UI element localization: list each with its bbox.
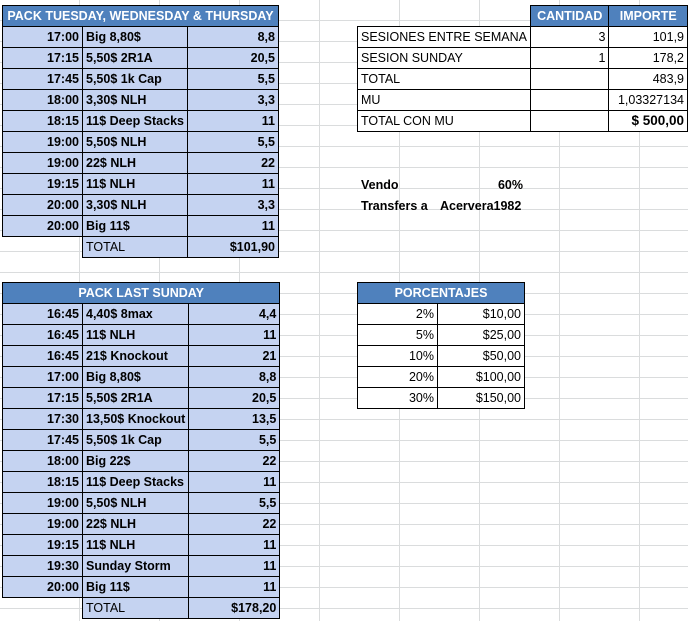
time-cell[interactable]: 17:15 [3, 48, 83, 69]
summary-header-cantidad[interactable]: CANTIDAD [531, 6, 609, 27]
buyin-cell[interactable]: 11 [188, 111, 279, 132]
buyin-cell[interactable]: 11 [189, 556, 280, 577]
summary-amount[interactable]: 101,9 [609, 27, 688, 48]
total-value[interactable]: $178,20 [189, 598, 280, 619]
table-row [3, 472, 280, 493]
time-cell[interactable]: 20:00 [3, 195, 83, 216]
tournament-cell[interactable]: 22$ NLH [83, 153, 188, 174]
percentage-row [358, 304, 525, 325]
vendo-value[interactable]: 60% [497, 178, 523, 192]
tournament-cell[interactable]: 13,50$ Knockout [83, 409, 189, 430]
tournament-cell[interactable]: Big 8,80$ [83, 367, 189, 388]
percentage-cell[interactable]: 10% [358, 346, 438, 367]
total-value[interactable]: $101,90 [188, 237, 279, 258]
transfers-label[interactable]: Transfers a [361, 199, 428, 213]
time-cell[interactable]: 18:15 [3, 111, 83, 132]
time-cell[interactable]: 17:45 [3, 430, 83, 451]
pack-weekday-title[interactable]: PACK TUESDAY, WEDNESDAY & THURSDAY [3, 6, 279, 27]
percentage-amount[interactable]: $10,00 [438, 304, 525, 325]
tournament-cell[interactable]: 5,50$ 2R1A [83, 388, 189, 409]
tournament-cell[interactable]: Big 11$ [83, 577, 189, 598]
summary-qty[interactable] [531, 111, 609, 132]
percentage-row [358, 367, 525, 388]
percentage-amount[interactable]: $100,00 [438, 367, 525, 388]
time-cell[interactable]: 17:00 [3, 367, 83, 388]
tournament-cell[interactable]: 11$ NLH [83, 325, 189, 346]
buyin-cell[interactable]: 5,5 [188, 69, 279, 90]
time-cell[interactable]: 19:30 [3, 556, 83, 577]
buyin-cell[interactable]: 22 [188, 153, 279, 174]
summary-label[interactable]: MU [358, 90, 531, 111]
buyin-cell[interactable]: 22 [189, 514, 280, 535]
summary-row [358, 111, 688, 132]
table-row [3, 367, 280, 388]
total-row [3, 237, 279, 258]
table-row [3, 325, 280, 346]
transfers-value[interactable]: Acervera1982 [440, 199, 522, 213]
tournament-cell[interactable]: 5,50$ 1k Cap [83, 430, 189, 451]
buyin-cell[interactable]: 22 [189, 451, 280, 472]
time-cell[interactable]: 18:00 [3, 90, 83, 111]
summary-row [358, 90, 688, 111]
tournament-cell[interactable]: 11$ NLH [83, 174, 188, 195]
summary-amount[interactable]: 178,2 [609, 48, 688, 69]
time-cell[interactable]: 18:15 [3, 472, 83, 493]
summary-row [358, 69, 688, 90]
buyin-cell[interactable]: 11 [189, 325, 280, 346]
table-row [3, 216, 279, 237]
percentage-amount[interactable]: $25,00 [438, 325, 525, 346]
summary-qty[interactable]: 1 [531, 48, 609, 69]
tournament-cell[interactable]: 5,50$ 2R1A [83, 48, 188, 69]
tournament-cell[interactable]: 5,50$ NLH [83, 493, 189, 514]
buyin-cell[interactable]: 4,4 [189, 304, 280, 325]
percentage-cell[interactable]: 20% [358, 367, 438, 388]
summary-amount[interactable]: 483,9 [609, 69, 688, 90]
total-blank [3, 598, 83, 619]
tournament-cell[interactable]: 4,40$ 8max [83, 304, 189, 325]
percentage-cell[interactable]: 5% [358, 325, 438, 346]
pack-sunday-block [2, 282, 280, 619]
tournament-cell[interactable]: Big 22$ [83, 451, 189, 472]
table-row [3, 346, 280, 367]
table-row [3, 451, 280, 472]
summary-row [358, 48, 688, 69]
table-row [3, 577, 280, 598]
buyin-cell[interactable]: 20,5 [188, 48, 279, 69]
buyin-cell[interactable]: 21 [189, 346, 280, 367]
tournament-cell[interactable]: 3,30$ NLH [83, 195, 188, 216]
percentage-cell[interactable]: 30% [358, 388, 438, 409]
buyin-cell[interactable]: 11 [188, 216, 279, 237]
percentages-block [357, 282, 525, 409]
time-cell[interactable]: 16:45 [3, 346, 83, 367]
summary-header-importe[interactable]: IMPORTE [609, 6, 688, 27]
time-cell[interactable]: 20:00 [3, 577, 83, 598]
summary-label[interactable]: SESIONES ENTRE SEMANA [358, 27, 531, 48]
total-blank [3, 237, 83, 258]
time-cell[interactable]: 17:00 [3, 27, 83, 48]
summary-row [358, 27, 688, 48]
summary-qty[interactable] [531, 90, 609, 111]
percentages-table [357, 282, 525, 409]
time-cell[interactable]: 17:45 [3, 69, 83, 90]
buyin-cell[interactable]: 3,3 [188, 90, 279, 111]
table-row [3, 493, 280, 514]
time-cell[interactable]: 19:15 [3, 535, 83, 556]
percentage-amount[interactable]: $150,00 [438, 388, 525, 409]
summary-table [357, 5, 688, 132]
percentage-amount[interactable]: $50,00 [438, 346, 525, 367]
tournament-cell[interactable]: 11$ Deep Stacks [83, 472, 189, 493]
time-cell[interactable]: 19:00 [3, 493, 83, 514]
buyin-cell[interactable]: 5,5 [189, 493, 280, 514]
table-row [3, 430, 280, 451]
summary-qty[interactable] [531, 69, 609, 90]
buyin-cell[interactable]: 11 [188, 174, 279, 195]
time-cell[interactable]: 20:00 [3, 216, 83, 237]
summary-block [357, 5, 688, 132]
summary-qty[interactable]: 3 [531, 27, 609, 48]
time-cell[interactable]: 19:00 [3, 132, 83, 153]
table-row [3, 409, 280, 430]
buyin-cell[interactable]: 20,5 [189, 388, 280, 409]
time-cell[interactable]: 19:00 [3, 153, 83, 174]
table-row [3, 27, 279, 48]
tournament-cell[interactable]: 5,50$ NLH [83, 132, 188, 153]
pack-sunday-table [2, 282, 280, 619]
tournament-cell[interactable]: 11$ NLH [83, 535, 189, 556]
tournament-cell[interactable]: Sunday Storm [83, 556, 189, 577]
time-cell[interactable]: 16:45 [3, 304, 83, 325]
time-cell[interactable]: 19:15 [3, 174, 83, 195]
table-row [3, 69, 279, 90]
tournament-cell[interactable]: Big 11$ [83, 216, 188, 237]
summary-label[interactable]: TOTAL [358, 69, 531, 90]
time-cell[interactable]: 18:00 [3, 451, 83, 472]
table-row [3, 304, 280, 325]
total-label[interactable]: TOTAL [83, 237, 188, 258]
percentage-row [358, 346, 525, 367]
tournament-cell[interactable]: 11$ Deep Stacks [83, 111, 188, 132]
buyin-cell[interactable]: 13,5 [189, 409, 280, 430]
tournament-cell[interactable]: 3,30$ NLH [83, 90, 188, 111]
table-row [3, 90, 279, 111]
table-row [3, 556, 280, 577]
buyin-cell[interactable]: 5,5 [188, 132, 279, 153]
buyin-cell[interactable]: 8,8 [189, 367, 280, 388]
pack-sunday-title[interactable]: PACK LAST SUNDAY [3, 283, 280, 304]
summary-label[interactable]: TOTAL CON MU [358, 111, 531, 132]
buyin-cell[interactable]: 11 [189, 535, 280, 556]
tournament-cell[interactable]: Big 8,80$ [83, 27, 188, 48]
table-row [3, 514, 280, 535]
tournament-cell[interactable]: 5,50$ 1k Cap [83, 69, 188, 90]
buyin-cell[interactable]: 5,5 [189, 430, 280, 451]
total-row [3, 598, 280, 619]
table-row [3, 535, 280, 556]
pack-weekday-table [2, 5, 279, 258]
percentage-row [358, 325, 525, 346]
table-row [3, 195, 279, 216]
buyin-cell[interactable]: 8,8 [188, 27, 279, 48]
table-row [3, 153, 279, 174]
table-row [3, 111, 279, 132]
table-row [3, 48, 279, 69]
time-cell[interactable]: 16:45 [3, 325, 83, 346]
percentage-cell[interactable]: 2% [358, 304, 438, 325]
percentage-row [358, 388, 525, 409]
time-cell[interactable]: 17:15 [3, 388, 83, 409]
tournament-cell[interactable]: 21$ Knockout [83, 346, 189, 367]
time-cell[interactable]: 19:00 [3, 514, 83, 535]
percentages-title[interactable]: PORCENTAJES [358, 283, 525, 304]
buyin-cell[interactable]: 11 [189, 577, 280, 598]
vendo-label[interactable]: Vendo [361, 178, 399, 192]
summary-amount[interactable]: 1,03327134 [609, 90, 688, 111]
buyin-cell[interactable]: 11 [189, 472, 280, 493]
tournament-cell[interactable]: 22$ NLH [83, 514, 189, 535]
table-row [3, 174, 279, 195]
summary-amount[interactable]: $ 500,00 [609, 111, 688, 132]
table-row [3, 132, 279, 153]
summary-header-blank [358, 6, 531, 27]
total-label[interactable]: TOTAL [83, 598, 189, 619]
time-cell[interactable]: 17:30 [3, 409, 83, 430]
table-row [3, 388, 280, 409]
summary-label[interactable]: SESION SUNDAY [358, 48, 531, 69]
buyin-cell[interactable]: 3,3 [188, 195, 279, 216]
pack-weekday-block [2, 5, 279, 258]
